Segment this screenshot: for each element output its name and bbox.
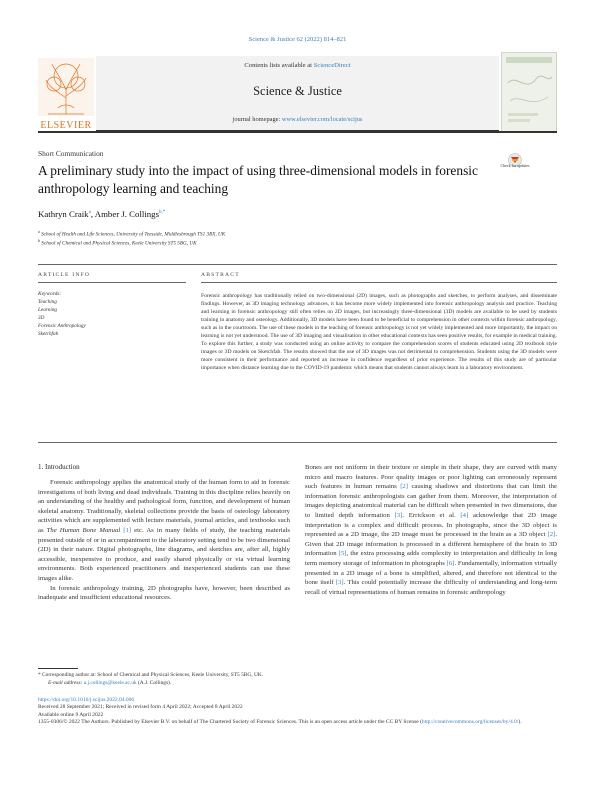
book-title: The Human Bone Manual bbox=[46, 526, 121, 534]
affiliation bbox=[38, 229, 225, 238]
license-link[interactable]: http://creativecommons.org/licenses/by/4.0/ bbox=[421, 718, 519, 725]
citation-link[interactable]: [5] bbox=[338, 550, 347, 558]
affiliation-marker: a bbox=[38, 229, 40, 234]
paragraph-text: acknowledge that 2D image interpretation is a complex and difficult process. In photographs, since the 3D object is represented as a 2D image, the 2D image must be processed in the brain as a 3D object bbox=[305, 511, 558, 539]
keyword: Learning bbox=[38, 307, 58, 313]
paragraph-text: Forensic anthropology applies the anatomical study of the human form to aid in forensic investigations of both living and dead individuals. Training in this discipline relies heavily on an understanding of the healthy and pathological form, function, and development of human skeletal anatomy. Traditionally, skeletal collections provide the basis of osteology laboratory activities which are supplemented with lecture materials, journal articles, and textbooks such as bbox=[38, 479, 290, 534]
elsevier-tree-logo bbox=[38, 58, 94, 116]
author-list bbox=[38, 209, 165, 219]
crossmark-label[interactable]: Check for updates bbox=[500, 163, 530, 168]
paragraph bbox=[38, 478, 290, 584]
affiliation-marker[interactable]: a bbox=[88, 210, 91, 216]
affiliation bbox=[38, 238, 197, 247]
paragraph-text: . Given that 2D image information is processed in a different hemisphere of the brain to 3D information bbox=[305, 531, 557, 558]
affiliation-text: School of Health and Life Sciences, University of Teesside, Middlesbrough TS1 3BX, UK bbox=[41, 231, 226, 238]
publisher-name: ELSEVIER bbox=[40, 120, 92, 131]
footnote-corresponding: * Corresponding author at: School of Chemical and Physical Sciences, Keele University, ST5 5BG, UK. bbox=[38, 672, 264, 678]
article-info-heading: ARTICLE INFO bbox=[38, 272, 91, 278]
copyright-notice bbox=[38, 719, 557, 726]
paragraph-text: causing shadows and distortions that can limit the information forensic anthropologists can gather from them. Moreover, the interpretation of images depicting anatomical material can be difficult when presented in two dimensions, due to limited depth information bbox=[305, 483, 557, 519]
section-divider bbox=[38, 264, 557, 265]
article-title: A preliminary study into the impact of using three-dimensional models in forensic anthropology learning and teaching bbox=[38, 163, 478, 196]
article-type: Short Communication bbox=[38, 149, 104, 158]
paragraph-text: . This could potentially increase the difficulty of understanding and long-term recall of virtual representations of human remains in forensic anthropology bbox=[305, 579, 557, 596]
contents-line bbox=[96, 62, 499, 69]
keyword: 3D bbox=[38, 315, 45, 321]
keyword: Teaching bbox=[38, 299, 57, 305]
paragraph-text: . Fundamentally, information virtually presented in a 2D image of a bone is simplified, altered, and therefore not identical to the bone itself bbox=[305, 559, 557, 587]
section-divider bbox=[38, 442, 557, 443]
citation-link[interactable]: [2] bbox=[547, 531, 556, 539]
contents-prefix: Contents lists available at bbox=[244, 62, 314, 69]
paragraph-text: . Errickson et al. bbox=[402, 511, 461, 519]
footnote-email bbox=[48, 680, 171, 687]
affiliation-marker[interactable]: b,* bbox=[159, 210, 166, 216]
keyword: Forensic Anthropology bbox=[38, 323, 86, 329]
article-info-rule bbox=[38, 282, 186, 283]
citation-link[interactable]: [3] bbox=[394, 511, 403, 519]
body-column-right bbox=[305, 463, 557, 597]
author-name[interactable]: Kathryn Craik bbox=[38, 209, 89, 219]
available-online: Available online 9 April 2022 bbox=[38, 711, 104, 718]
header-rule bbox=[38, 131, 557, 133]
journal-cover-image bbox=[501, 52, 557, 132]
email-label: E-mail address: bbox=[48, 680, 84, 686]
doi-link[interactable]: https://doi.org/10.1016/j.scijus.2022.04.006 bbox=[38, 697, 135, 703]
citation-link[interactable]: [1] bbox=[123, 526, 132, 534]
paragraph-text: , the extra processing adds complexity to interpretation and difficulty in long term memory storage of information in photographs bbox=[305, 550, 557, 567]
homepage-prefix: journal homepage: bbox=[232, 116, 282, 123]
abstract-text: Forensic anthropology has traditionally relied on two-dimensional (2D) images, such as photographs and sketches, to perform analyses, and disseminate findings. However, as 3D imaging technology advances, it has become more widely implemented into forensic anthropology analysis and practice. Teaching and learning in forensic anthropology still often relies on 2D images, but increasingly three-dimensional (3D) models are available to be used by students training in anatomy and osteology. Additionally, 3D models have been found to be beneficial to comprehension in other contexts within forensic anthropology, such as in the courtroom. The use of these models in the teaching of forensic anthropology is not yet widely implemented and more importantly, the impact on learning is not yet understood. The use of 3D imaging and visualisation in other educational contexts has seen positive results, for example in medical training. To explore this further, a study was conducted using an online activity to compare the comprehension scores of students educated using 2D textbook style images or 3D models on Sketchfab. The results showed that the use of 3D images was not detrimental to comprehension. Students using the 3D models were more consistent in their performance and reported an increase in confidence regardless of prior experience. The results of this study are of particular importance when distance learning due to the COVID-19 pandemic which means that students cannot always learn in a laboratory environment. bbox=[201, 293, 557, 371]
paragraph: In forensic anthropology training, 2D photographs have, however, been described as inadequate and insufficient educational resources. bbox=[38, 584, 290, 602]
email-suffix: (A.J. Collings). bbox=[136, 680, 172, 686]
paragraph bbox=[305, 463, 557, 597]
homepage-link[interactable]: www.elsevier.com/locate/scijus bbox=[281, 116, 363, 123]
body-column-left bbox=[38, 478, 290, 603]
footnote-rule bbox=[38, 668, 78, 669]
citation-link[interactable]: [6] bbox=[446, 559, 455, 567]
paragraph-text: etc. As in many fields of study, the teaching materials presented outside of or in accompaniment to the laboratory setting tend to be two dimensional (2D) in their nature. Digital photographs, line diagrams, and sketches are, after all, highly accessible, inexpensive to produce, and easily shared physically or via virtual learning environments. Both experienced practitioners and inexperienced students can use these images alike. bbox=[38, 526, 291, 582]
affiliation-marker: b bbox=[38, 238, 40, 243]
paragraph-text: Bones are not uniform in their texture or simple in their shape, they are curved with many micro and macro features. Poor quality images or poor lighting can erroneously represent such features in human remains bbox=[305, 464, 557, 491]
journal-reference[interactable]: Science & Justice 62 (2022) 814–821 bbox=[248, 36, 347, 43]
author-name[interactable]: Amber J. Collings bbox=[94, 209, 160, 219]
sciencedirect-link[interactable]: ScienceDirect bbox=[313, 62, 351, 69]
keyword: Sketchfab bbox=[38, 331, 59, 337]
received-dates: Received 28 September 2021; Received in revised form 4 April 2022; Accepted 8 April 2022 bbox=[38, 704, 243, 711]
copyright-text: 1355-0306/© 2022 The Authors. Published by Elsevier B.V. on behalf of The Chartered Society of Forensic Sciences. This is an open access article under the CC BY license ( bbox=[38, 718, 422, 725]
citation-link[interactable]: [4] bbox=[460, 511, 469, 519]
copyright-suffix: ). bbox=[518, 718, 522, 725]
citation-link[interactable]: [2] bbox=[400, 483, 408, 491]
author-separator: , bbox=[90, 209, 95, 219]
article-metadata bbox=[38, 697, 557, 726]
homepage-line bbox=[96, 116, 499, 123]
abstract-heading: ABSTRACT bbox=[201, 272, 240, 278]
affiliation-text: School of Chemical and Physical Sciences, Keele University ST5 5BG, UK bbox=[41, 240, 197, 247]
abstract-rule bbox=[201, 282, 557, 283]
citation-link[interactable]: [3] bbox=[335, 579, 344, 587]
journal-title: Science & Justice bbox=[253, 84, 342, 98]
keywords-label: Keywords: bbox=[38, 291, 62, 297]
section-heading: 1. Introduction bbox=[38, 463, 80, 471]
email-link[interactable]: a.j.collings@keele.ac.uk bbox=[83, 680, 137, 686]
